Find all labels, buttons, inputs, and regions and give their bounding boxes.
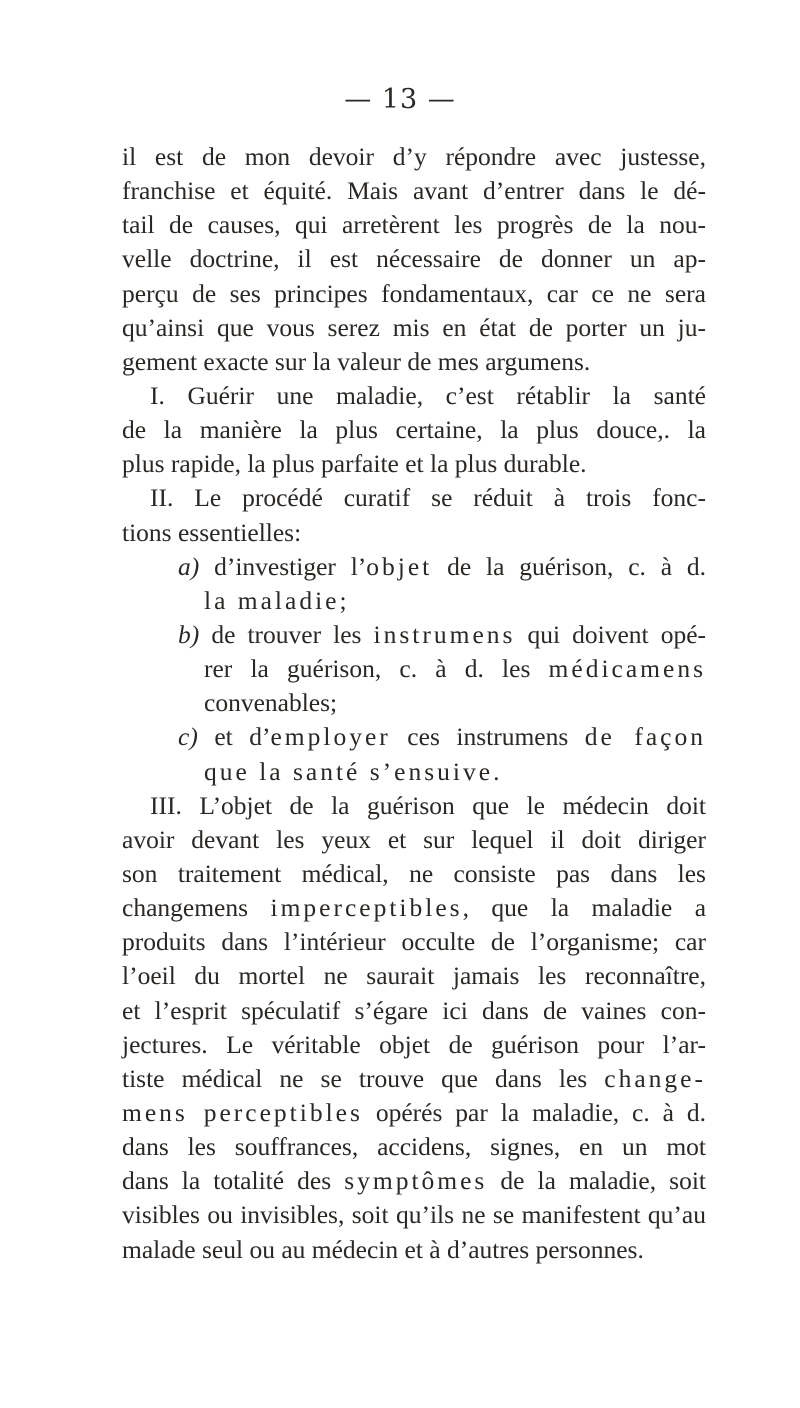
text-line: jectures. Le véritable objet de guérison pour l’ar-	[122, 1029, 706, 1059]
text-span: rer la guérison, c. à d. les	[204, 654, 549, 684]
list-item-b	[122, 618, 706, 652]
spaced-word: médicamens	[548, 654, 706, 684]
text-span: de la guérison, c. à d.	[432, 551, 707, 581]
spaced-word: de façon	[584, 722, 706, 752]
text-line: franchise et équité. Mais avant d’entrer dans le dé-	[122, 176, 706, 206]
text-span: d’investiger l’	[214, 551, 367, 581]
text-line: visibles ou invisibles, soit qu’ils ne se manifestent qu’au	[122, 1200, 706, 1230]
text-line	[122, 891, 706, 925]
section-two-line: II. Le procédé curatif se réduit à trois fonc-	[150, 483, 706, 513]
spaced-word: mens perceptibles	[122, 1097, 363, 1127]
page-number: — 13 —	[344, 84, 456, 115]
text-span: changemens	[122, 893, 271, 923]
spaced-word: instrumens	[373, 619, 516, 649]
text-span: ;	[339, 585, 347, 615]
list-item-c	[122, 720, 706, 754]
text-line: l’oeil du mortel ne saurait jamais les reconnaître,	[122, 961, 706, 991]
text-line: tions essentielles:	[122, 517, 302, 547]
list-marker: b)	[178, 619, 200, 649]
text-line: plus rapide, la plus parfaite et la plus durable.	[122, 449, 587, 479]
text-span: qui doivent opé-	[515, 619, 707, 649]
section-one-line: I. Guérir une maladie, c’est rétablir la santé	[150, 380, 706, 410]
list-item-c-cont	[122, 755, 706, 789]
list-marker: a)	[178, 551, 200, 581]
text-span: .	[493, 756, 500, 786]
text-line: malade seul ou au médecin et à d’autres personnes.	[122, 1234, 644, 1264]
text-line: avoir devant les yeux et sur lequel il doit diriger	[122, 824, 706, 854]
text-line: velle doctrine, il est nécessaire de donner un ap-	[122, 244, 706, 274]
text-span: de la maladie, soit	[487, 1166, 706, 1196]
text-span: de trouver les	[211, 619, 374, 649]
text-line: perçu de ses principes fondamentaux, car ce ne sera	[122, 278, 706, 308]
text-span: ces instrumens	[390, 722, 585, 752]
text-line: dans les souffrances, accidens, signes, en un mot	[122, 1132, 706, 1162]
text-span: opérés par la maladie, c. à d.	[362, 1097, 707, 1127]
list-item-a-cont	[122, 584, 706, 618]
text-line	[122, 1062, 706, 1096]
spaced-word: que la santé s’ensuive	[204, 756, 494, 786]
section-three-line: III. L’objet de la guérison que le médecin doit	[150, 790, 706, 820]
list-item-b-cont	[122, 652, 706, 686]
text-line	[122, 1164, 706, 1198]
list-item-b-cont: convenables;	[204, 688, 338, 718]
list-marker: c)	[178, 722, 198, 752]
text-span: et d’	[214, 722, 271, 752]
text-line: tail de causes, qui arretèrent les progrès de la nou-	[122, 210, 706, 240]
text-span: tiste médical ne se trouve que dans les	[122, 1063, 605, 1093]
spaced-word: imperceptibles	[270, 893, 463, 923]
text-line	[122, 1096, 706, 1130]
text-line: qu’ainsi que vous serez mis en état de porter un ju-	[122, 312, 706, 342]
text-span: , que la maladie a	[462, 893, 707, 923]
text-line: gement exacte sur la valeur de mes argumens.	[122, 346, 591, 376]
text-span: dans la totalité des	[122, 1166, 345, 1196]
spaced-word: symptômes	[344, 1166, 488, 1196]
list-item-a	[122, 550, 706, 584]
text-line: son traitement médical, ne consiste pas dans les	[122, 858, 706, 888]
spaced-word: objet	[366, 551, 433, 581]
text-line: et l’esprit spéculatif s’égare ici dans de vaines con-	[122, 995, 706, 1025]
text-line: il est de mon devoir d’y répondre avec justesse,	[122, 142, 706, 171]
text-line: de la manière la plus certaine, la plus douce,. la	[122, 415, 706, 445]
spaced-word: employer	[270, 722, 391, 752]
text-line: produits dans l’intérieur occulte de l’organisme; car	[122, 927, 706, 957]
spaced-word: la maladie	[204, 585, 340, 615]
spaced-word: change-	[604, 1063, 706, 1093]
body-text	[122, 140, 706, 1267]
